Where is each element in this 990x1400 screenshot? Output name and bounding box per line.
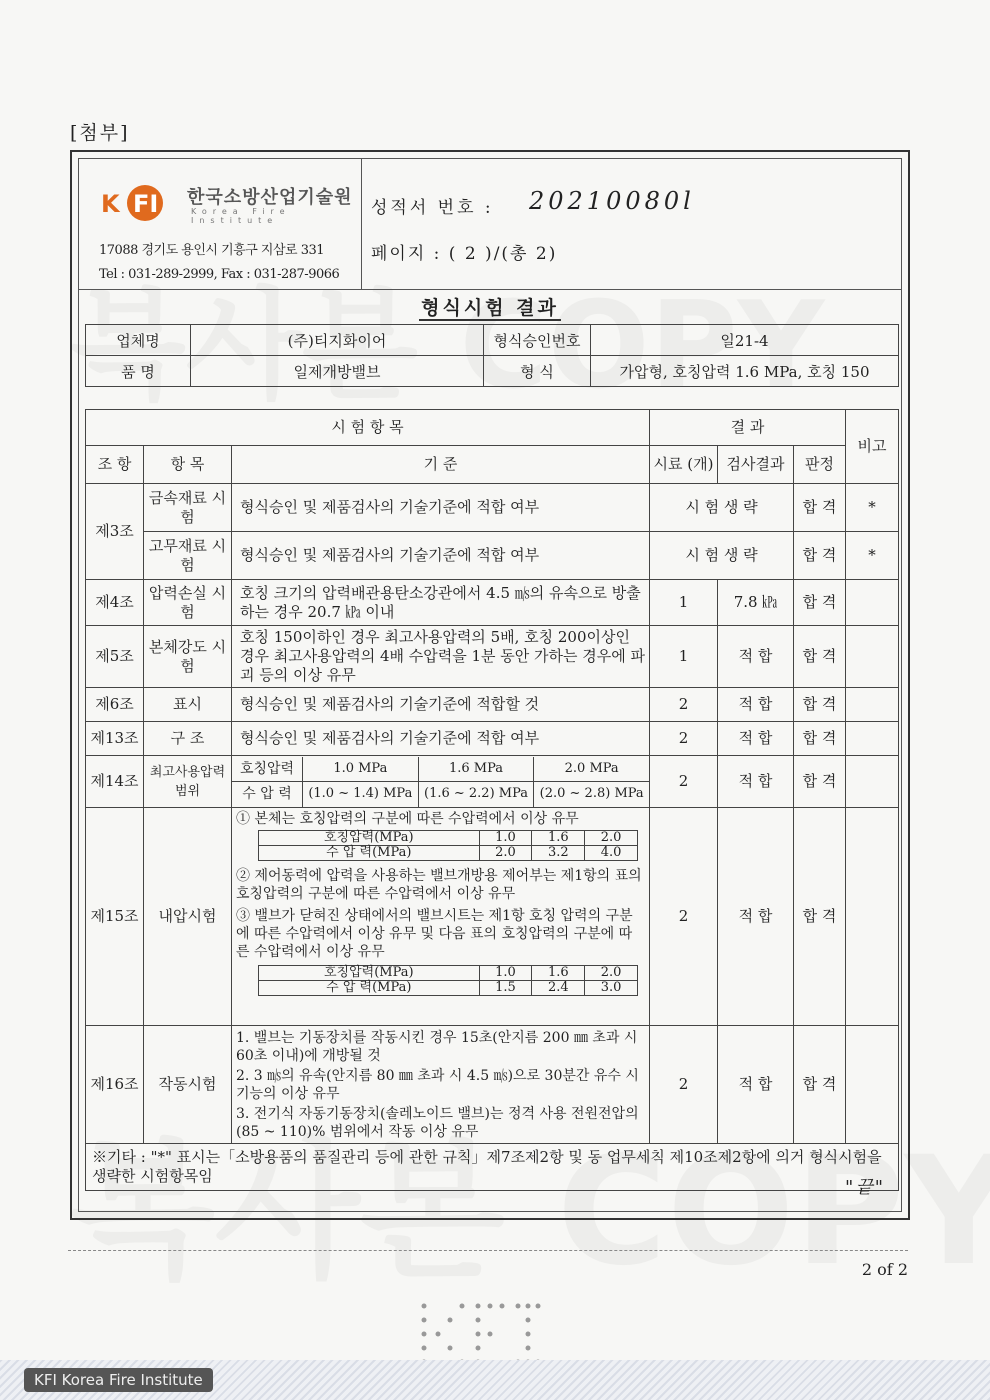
r15-p2: ② 제어동력에 압력을 사용하는 밸브개방용 제어부는 제1항의 표의 호칭압력의 구분에 따른 수압력에서 이상 유무: [236, 868, 642, 902]
results-table: [85, 409, 899, 1191]
org-name-en: Korea Fire Institute: [191, 207, 291, 225]
page-footer: 2 of 2: [861, 1260, 908, 1279]
r15-sub-table-1: 호칭압력(MPa) 1.0 1.6 2.0 수 압 력(MPa) 2.0 3.2 4.0: [258, 830, 638, 861]
col-standard: 기 준: [232, 446, 650, 484]
page-title: 형식시험 결과: [421, 297, 559, 319]
org-tel: Tel : 031-289-2999, Fax : 031-287-9066: [99, 267, 340, 282]
dashed-divider: [68, 1250, 908, 1251]
attachment-label: [첨부]: [70, 122, 130, 144]
report-no-label: 성적서 번호 :: [371, 198, 494, 218]
table-row: 제13조 구 조 형식승인 및 제품검사의 기술기준에 적합 여부 2 적 합 합 격: [86, 722, 899, 756]
table-row: 제4조 압력손실 시험 호칭 크기의 압력배관용탄소강관에서 4.5 ㎧의 유속으로 방출하는 경우 20.7 ㎪ 이내 1 7.8 ㎪ 합 격: [86, 580, 899, 626]
table-row: 제3조 금속재료 시험 형식승인 및 제품검사의 기술기준에 적합 여부 시 험 생 략 합 격 *: [86, 484, 899, 532]
col-judge: 판정: [794, 446, 846, 484]
table-row: 고무재료 시험 형식승인 및 제품검사의 기술기준에 적합 여부 시 험 생 략 합 격 *: [86, 532, 899, 580]
company-label: 업체명: [86, 325, 191, 356]
header-divider: [361, 159, 362, 289]
report-frame: [70, 150, 910, 1220]
r16-p1: 1. 밸브는 기동장치를 작동시킨 경우 15초(안지름 200 ㎜ 초과 시 60초 이내)에 개방될 것: [236, 1029, 638, 1064]
company-value: (주)티지화이어: [191, 325, 484, 356]
report-no-value: 20210080l: [529, 187, 695, 215]
pressure-range-table: 호칭압력 1.0 MPa 1.6 MPa 2.0 MPa 수 압 력 (1.0 ~ 1.4) MPa (1.6 ~ 2.2) MPa (2.0 ~ 2.8) MPa: [232, 757, 649, 807]
svg-text:FI: FI: [133, 190, 159, 218]
approval-label: 형식승인번호: [484, 325, 591, 356]
kfi-logo-icon: [99, 181, 169, 225]
bottom-kfi-logo: KFI Korea Fire Institute: [24, 1368, 213, 1392]
org-name-kr: 한국소방산업기술원: [187, 187, 353, 208]
r16-p2: 2. 3 ㎧의 유속(안지름 80 ㎜ 초과 시 4.5 ㎧)으로 30분간 유수 시 기능의 이상 유무: [236, 1067, 639, 1102]
page-label: 페이지 : ( 2 )/(총 2): [371, 244, 558, 264]
header-result: 결 과: [650, 410, 846, 446]
type-value: 가압형, 호칭압력 1.6 MPa, 호칭 150: [591, 356, 899, 387]
org-header: [99, 181, 359, 281]
r16-p3: 3. 전기식 자동기동장치(솔레노이드 밸브)는 정격 사용 전원전압의 (85 ~ 110)% 범위에서 작동 이상 유무: [236, 1105, 639, 1140]
r15-p3: ③ 밸브가 닫혀진 상태에서의 밸브시트는 제1항 호칭 압력의 구분에 따른 수압력에서 이상 유무 및 다음 표의 호칭압력의 구분에 따른 수압력에서 이상 유무: [236, 908, 633, 960]
table-row: 제16조 작동시험 1. 밸브는 기동장치를 작동시킨 경우 15초(안지름 200 ㎜ 초과 시 60초 이내)에 개방될 것 2. 3 ㎧의 유속(안지름 80 ㎜ 초과 시 4.5 ㎧)으로 30분간 유수 시 기능의 이상 유무 3. 전기식 자동기동장치(솔레노이드 밸브)는 정격 사용 전원전압의 (85 ~ 110)% 범위에서 작동 이상 유무 2 적 합 합 격: [86, 1026, 899, 1144]
info-table: [85, 324, 899, 387]
svg-text:K: K: [101, 190, 120, 218]
col-check: 검사결과: [718, 446, 794, 484]
product-value: 일제개방밸브: [191, 356, 484, 387]
footnote: ※기타 : "*" 표시는「소방용품의 품질관리 등에 관한 규칙」제7조제2항 및 동 업무세칙 제10조제2항에 의거 형식시험을 생략한 시험항목임: [86, 1144, 899, 1191]
table-row: 제14조 최고사용압력 범위 호칭압력 1.0 MPa 1.6 MPa 2.0 MPa 수 압 력 (1.0 ~ 1.4) MPa (1.6 ~ 2.2) MPa (2.0 ~ 2.8) MPa 2 적 합 합 격: [86, 756, 899, 808]
header-bottom-line: [79, 289, 901, 290]
table-row: 제15조 내압시험 ① 본체는 호칭압력의 구분에 따른 수압력에서 이상 유무 호칭압력(MPa) 1.0 1.6 2.0 수 압 력(MPa) 2.0 3.2 4.0 ② 제어동력에 압력을 사용하는 밸브개방용 제어부는 제1항의 표의 호칭압력의 구분에 따른 수압력에서 이상 유무 ③ 밸브가 닫혀진 상태에서의 밸브시트는 제1항 호칭 압력의 구분에 따른 수압력에서 이상 유무 및 다음 표의 호칭압력의 구분에 따른 수압력에서 이상 유무 호칭압력(MPa) 1.0 1.6 2.0 수 압 력(MPa) 1.5 2.4 3.0 2 적 합 합 격: [86, 808, 899, 1026]
col-item: 항 목: [144, 446, 232, 484]
end-mark: "끝": [845, 1177, 885, 1198]
header-items: 시 험 항 목: [86, 410, 650, 446]
r15-sub-table-2: 호칭압력(MPa) 1.0 1.6 2.0 수 압 력(MPa) 1.5 2.4 3.0: [258, 965, 638, 996]
report-inner: [78, 158, 902, 1212]
type-label: 형 식: [484, 356, 591, 387]
org-address: 17088 경기도 용인시 기흥구 지삼로 331: [99, 243, 325, 258]
table-row: 제6조 표시 형식승인 및 제품검사의 기술기준에 적합할 것 2 적 합 합 격: [86, 688, 899, 722]
col-sample: 시료 (개): [650, 446, 718, 484]
table-row: 제5조 본체강도 시험 호칭 150이하인 경우 최고사용압력의 5배, 호칭 200이상인 경우 최고사용압력의 4배 수압력을 1분 동안 가하는 경우에 파괴 등의 이상 유무 1 적 합 합 격: [86, 626, 899, 688]
col-clause: 조 항: [86, 446, 144, 484]
approval-value: 일21-4: [591, 325, 899, 356]
r15-p1: ① 본체는 호칭압력의 구분에 따른 수압력에서 이상 유무: [236, 811, 579, 827]
header-remark: 비고: [846, 410, 899, 484]
product-label: 품 명: [86, 356, 191, 387]
